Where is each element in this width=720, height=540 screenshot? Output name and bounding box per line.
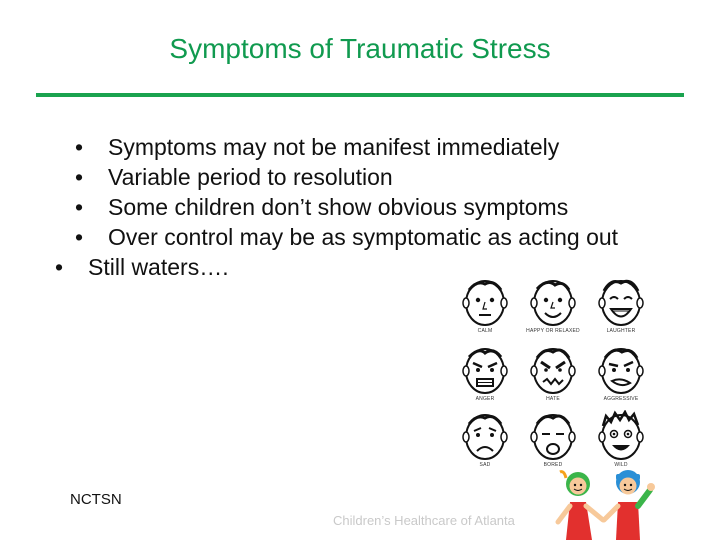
childrens-healthcare-logo-icon bbox=[548, 462, 658, 540]
bullet-glyph: • bbox=[75, 164, 84, 190]
face-caption: HAPPY OR RELAXED bbox=[526, 328, 580, 334]
nctsn-label: NCTSN bbox=[70, 491, 122, 508]
face-calm bbox=[455, 276, 515, 342]
wild-face-icon bbox=[591, 410, 651, 462]
org-name: Children’s Healthcare of Atlanta bbox=[333, 513, 515, 528]
bullet-item bbox=[70, 192, 670, 222]
face-caption: CALM bbox=[477, 328, 493, 334]
face-caption: SAD bbox=[479, 462, 491, 468]
slide-title: Symptoms of Traumatic Stress bbox=[169, 33, 551, 64]
angry-face-icon bbox=[455, 344, 515, 396]
laughter-face-icon bbox=[591, 276, 651, 328]
bullet-text: Symptoms may not be manifest immediately bbox=[108, 134, 560, 160]
bullet-glyph: • bbox=[55, 254, 64, 280]
face-aggressive bbox=[591, 344, 651, 410]
face-caption: AGGRESSIVE bbox=[603, 396, 639, 402]
face-caption: BORED bbox=[543, 462, 563, 468]
happy-face-icon bbox=[523, 276, 583, 328]
bullet-glyph: • bbox=[75, 134, 84, 160]
calm-face-icon bbox=[455, 276, 515, 328]
title-rule bbox=[36, 93, 684, 97]
bullet-text: Some children don’t show obvious symptoms bbox=[108, 194, 569, 220]
bullet-glyph: • bbox=[75, 224, 84, 250]
face-sad bbox=[455, 410, 515, 476]
bullet-text: Variable period to resolution bbox=[108, 164, 393, 190]
face-hate bbox=[523, 344, 583, 410]
face-caption: HATE bbox=[546, 396, 560, 402]
hate-face-icon bbox=[523, 344, 583, 396]
face-caption: ANGER bbox=[475, 396, 495, 402]
bullet-item bbox=[70, 162, 670, 192]
bored-face-icon bbox=[523, 410, 583, 462]
face-anger bbox=[455, 344, 515, 410]
sad-face-icon bbox=[455, 410, 515, 462]
face-laughter bbox=[591, 276, 651, 342]
face-caption: WILD bbox=[614, 462, 628, 468]
bullet-text: Over control may be as symptomatic as acting out bbox=[108, 224, 619, 250]
emotion-faces-chart bbox=[455, 276, 655, 476]
face-caption: LAUGHTER bbox=[606, 328, 636, 334]
face-happy bbox=[523, 276, 583, 342]
bullet-glyph: • bbox=[75, 194, 84, 220]
aggressive-face-icon bbox=[591, 344, 651, 396]
bullet-list bbox=[55, 132, 670, 282]
bullet-text: Still waters…. bbox=[88, 254, 229, 280]
bullet-item bbox=[70, 132, 670, 162]
bullet-item bbox=[70, 222, 648, 252]
